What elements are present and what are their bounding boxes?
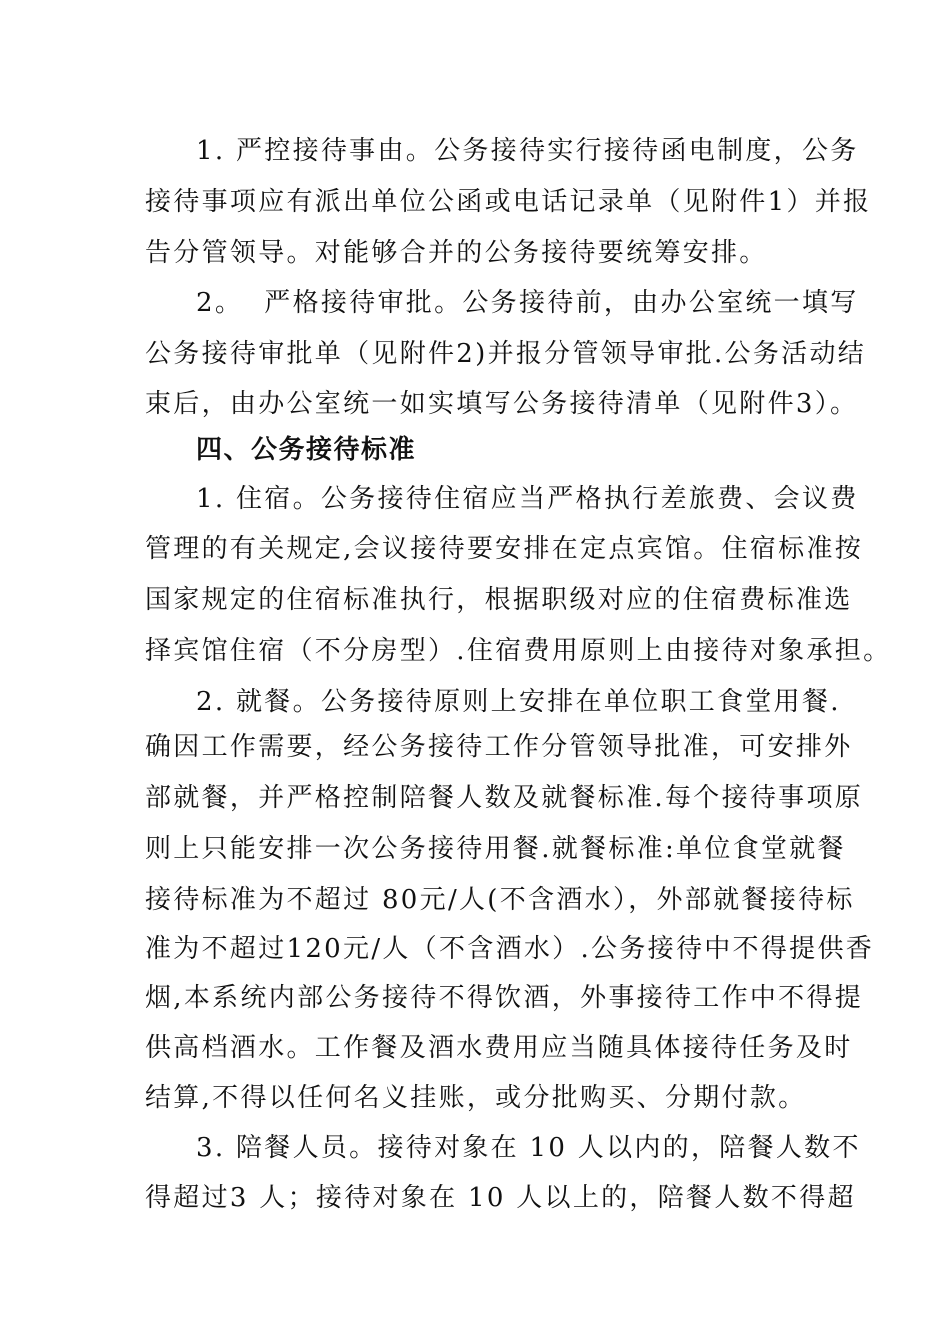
text-line: 公务接待审批单（见附件2)并报分管领导审批.公务活动结 [145, 339, 867, 369]
text-line: 得超过3 人；接待对象在 10 人以上的，陪餐人数不得超 [145, 1183, 856, 1213]
text-line: 3. 陪餐人员。接待对象在 10 人以内的，陪餐人数不 [196, 1133, 861, 1163]
text-line: 接待事项应有派出单位公函或电话记录单（见附件1）并报 [145, 187, 872, 217]
text-line: 烟,本系统内部公务接待不得饮酒，外事接待工作中不得提 [145, 983, 864, 1013]
text-line: 接待标准为不超过 80元/人(不含酒水），外部就餐接待标 [145, 885, 855, 915]
text-line: 2。 严格接待审批。公务接待前，由办公室统一填写 [196, 288, 859, 318]
text-line: 1. 严控接待事由。公务接待实行接待函电制度，公务 [196, 136, 859, 166]
text-line: 结算,不得以任何名义挂账，或分批购买、分期付款。 [145, 1083, 807, 1113]
text-line: 束后，由办公室统一如实填写公务接待清单（见附件3）。 [145, 389, 859, 419]
text-line: 则上只能安排一次公务接待用餐.就餐标准:单位食堂就餐 [145, 834, 846, 864]
text-line: 确因工作需要，经公务接待工作分管领导批准，可安排外 [145, 732, 853, 762]
text-line: 国家规定的住宿标准执行，根据职级对应的住宿费标准选 [145, 585, 853, 615]
text-line: 1. 住宿。公务接待住宿应当严格执行差旅费、会议费 [196, 484, 859, 514]
section-heading: 四、公务接待标准 [196, 435, 417, 465]
text-line: 管理的有关规定,会议接待要安排在定点宾馆。住宿标准按 [145, 534, 864, 564]
text-line: 2. 就餐。公务接待原则上安排在单位职工食堂用餐. [196, 687, 841, 717]
text-line: 准为不超过120元/人（不含酒水）.公务接待中不得提供香 [145, 934, 875, 964]
text-line: 择宾馆住宿（不分房型）.住宿费用原则上由接待对象承担。 [145, 636, 892, 666]
text-line: 部就餐，并严格控制陪餐人数及就餐标准.每个接待事项原 [145, 783, 864, 813]
text-line: 供高档酒水。工作餐及酒水费用应当随具体接待任务及时 [145, 1033, 853, 1063]
text-line: 告分管领导。对能够合并的公务接待要统筹安排。 [145, 238, 768, 268]
